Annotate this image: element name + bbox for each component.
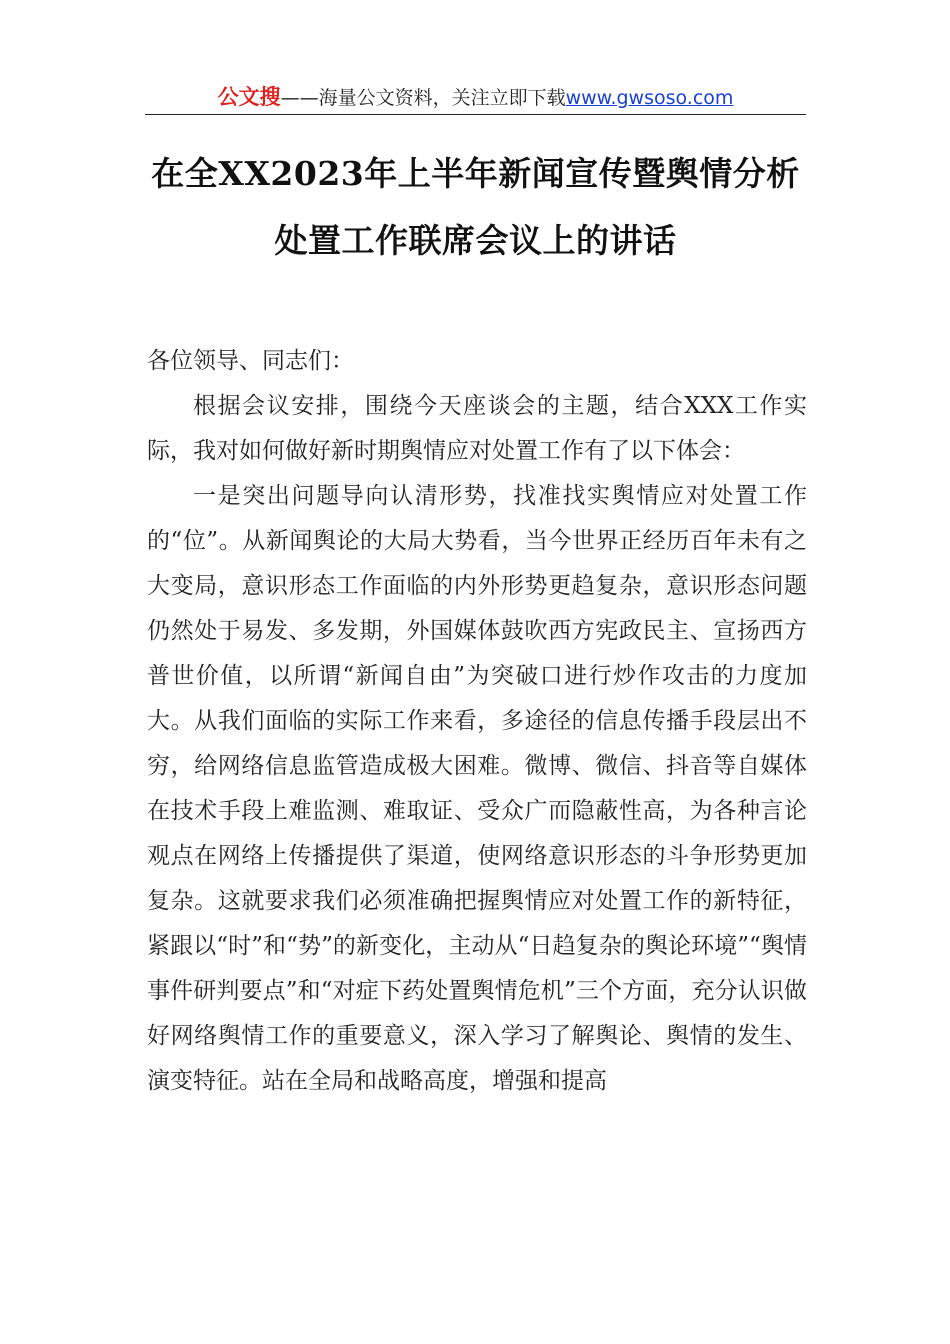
header-divider [145, 114, 806, 115]
salutation: 各位领导、同志们： [147, 348, 354, 374]
document-title-line-2: 处置工作联席会议上的讲话 [274, 221, 677, 260]
paragraph-intro: 根据会议安排，围绕今天座谈会的主题，结合XXX工作实际，我对如何做好新时期舆情应对处置工作有了以下体会： [147, 393, 807, 464]
website-link[interactable]: www.gwsoso.com [565, 87, 734, 109]
header-slogan: ——海量公文资料，关注立即下载 [280, 87, 566, 109]
document-body [147, 339, 807, 1104]
document-title-line-1: 在全XX2023年上半年新闻宣传暨舆情分析 [151, 154, 800, 193]
paragraph-point-one: 一是突出问题导向认清形势，找准找实舆情应对处置工作的“位”。从新闻舆论的大局大势看，当今世界正经历百年未有之大变局，意识形态工作面临的内外形势更趋复杂，意识形态问题仍然处于易发、多发期，外国媒体鼓吹西方宪政民主、宣扬西方普世价值，以所谓“新闻自由”为突破口进行炒作攻击的力度加大。从我们面临的实际工作来看，多途径的信息传播手段层出不穷，给网络信息监管造成极大困难。微博、微信、抖音等自媒体在技术手段上难监测、难取证、受众广而隐蔽性高，为各种言论观点在网络上传播提供了渠道，使网络意识形态的斗争形势更加复杂。这就要求我们必须准确把握舆情应对处置工作的新特征，紧跟以“时”和“势”的新变化，主动从“日趋复杂的舆论环境”“舆情事件研判要点”和“对症下药处置舆情危机”三个方面，充分认识做好网络舆情工作的重要意义，深入学习了解舆论、舆情的发生、演变特征。站在全局和战略高度，增强和提高 [147, 483, 807, 1094]
brand-name: 公文搜 [217, 85, 281, 109]
page-header [145, 78, 806, 116]
